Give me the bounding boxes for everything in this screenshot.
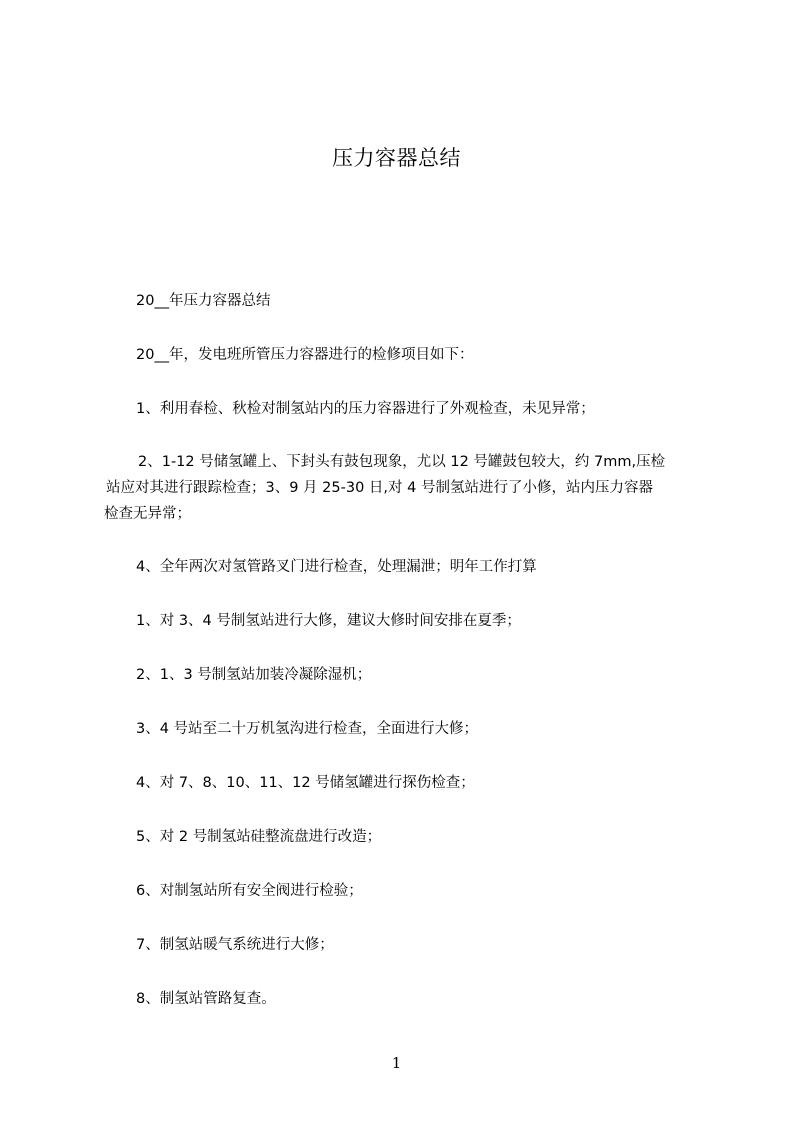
plan-item-6: 6、对制氢站所有安全阀进行检验；	[136, 883, 363, 899]
plan-item-5: 5、对 2 号制氢站硅整流盘进行改造；	[136, 829, 382, 845]
plan-item-4: 4、对 7、8、10、11、12 号储氢罐进行探伤检查；	[136, 775, 475, 791]
plan-item-8: 8、制氢站管路复查。	[136, 991, 276, 1007]
paragraph-summary-heading: 20__年压力容器总结	[136, 293, 271, 309]
plan-item-3: 3、4 号站至二十万机氢沟进行检查，全面进行大修；	[136, 721, 479, 737]
paragraph-item-4: 4、全年两次对氢管路叉门进行检查，处理漏泄；明年工作打算	[136, 559, 537, 575]
paragraph-item-2-3	[104, 449, 704, 527]
paragraph-line: 检查无异常；	[104, 506, 191, 522]
plan-item-2: 2、1、3 号制氢站加装冷凝除湿机；	[136, 667, 372, 683]
paragraph-line: 2、1-12 号储氢罐上、下封头有鼓包现象，尤以 12 号罐鼓包较大，约 7mm,压检	[138, 454, 666, 470]
plan-item-7: 7、制氢站暖气系统进行大修；	[136, 937, 334, 953]
paragraph-item-1: 1、利用春检、秋检对制氢站内的压力容器进行了外观检查，未见异常；	[136, 401, 595, 417]
paragraph-intro: 20__年，发电班所管压力容器进行的检修项目如下：	[136, 347, 474, 363]
page-number: 1	[391, 1054, 402, 1072]
document-title: 压力容器总结	[332, 146, 461, 170]
paragraph-line: 站应对其进行跟踪检查；3、9 月 25-30 日,对 4 号制氢站进行了小修，站内压力容器	[106, 480, 653, 496]
plan-item-1: 1、对 3、4 号制氢站进行大修，建议大修时间安排在夏季；	[136, 613, 521, 629]
